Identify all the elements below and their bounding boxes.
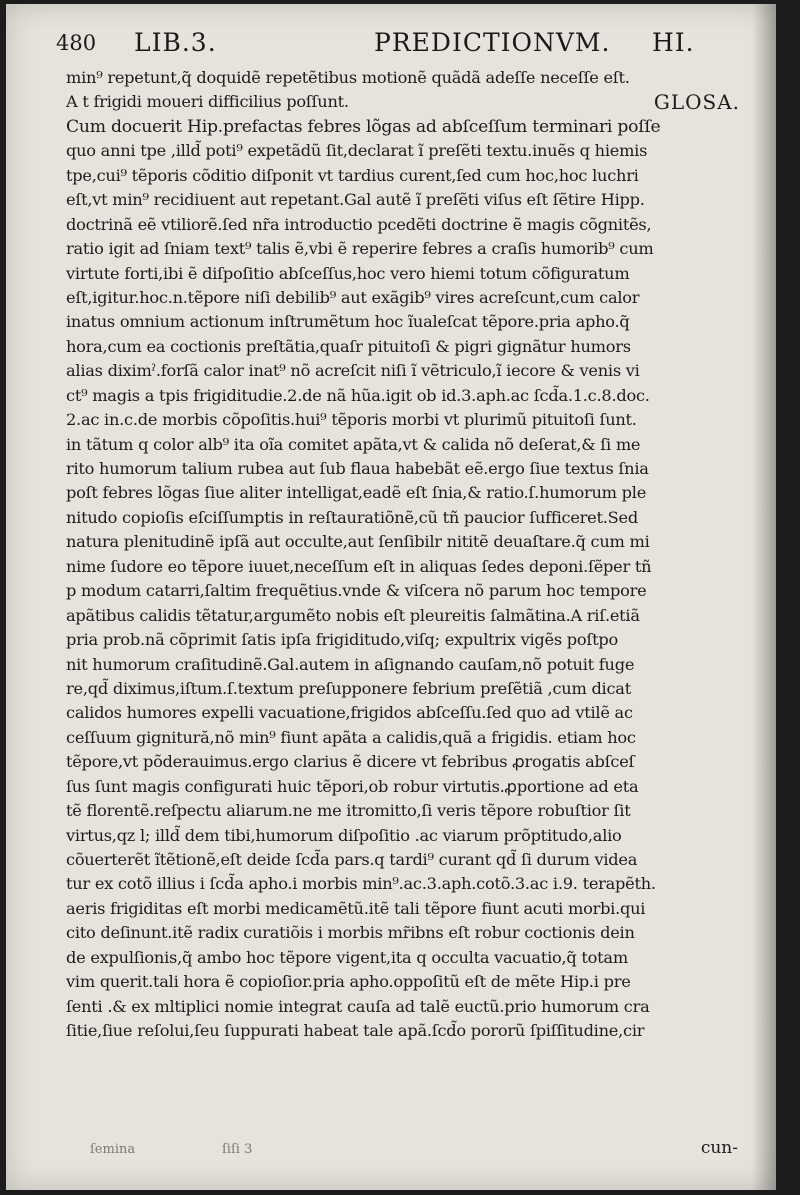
text-line: ct⁹ magis a tpis frigiditudie.2.de nã hũa.igit ob id.3.aph.ac ſcd̃a.1.c.8.doc. (66, 385, 650, 405)
signature-mark: ſemina (90, 1142, 136, 1157)
text-line: 2.ac in.c.de morbis cõpoſitis.hui⁹ tẽporis morbi vt plurimũ pituitoſi ſunt. (66, 410, 637, 430)
text-line (66, 1044, 746, 1068)
text-line: natura plenitudinẽ ipſã aut occulte,aut ſenſibilr nititẽ deuaſtare.q̃ cum mi (66, 532, 650, 552)
text-line: re,qd̃ diximus,iſtum.ſ.textum preſupponere febrium preſẽtiã ,cum dicat (66, 678, 631, 698)
text-line: virtute forti,ibi ẽ diſpoſitio abſceſſus,hoc vero hiemi totum cõfiguratum (66, 263, 630, 283)
page-footer (66, 1134, 746, 1164)
text-line: tur ex cotõ illius i ſcd̃a apho.i morbis min⁹.ac.3.aph.cotõ.3.ac i.9. terapẽth. (66, 874, 656, 894)
text-line (66, 1068, 746, 1092)
text-line: in tãtum q color alb⁹ ita oĩa comitet apãta,vt & calida nõ deſerat,& ſi me (66, 434, 641, 454)
text-line: de expulſionis,q̃ ambo hoc tẽpore vigent,ita q occulta vacuatio,q̃ totam (66, 947, 628, 967)
text-line: Cum docuerit Hip.prefactas febres lõgas ad abſceſſum terminari poſſe (66, 116, 661, 137)
signature-number: ſiſi 3 (222, 1142, 253, 1157)
running-title: PREDICTIONVM. (374, 28, 611, 57)
text-line: nit humorum craſitudinẽ.Gal.autem in aſignando cauſam,nõ potuit fuge (66, 654, 635, 674)
text-line: virtus,qz l; illd̃ dem tibi,humorum diſpoſitio .ac viarum prõptitudo,alio (66, 825, 622, 845)
text-line: eſt,igitur.hoc.n.tẽpore niſi debilib⁹ aut exãgib⁹ vires acreſcunt,cum calor (66, 287, 640, 307)
text-line: inatus omnium actionum inſtrumẽtum hoc ĩualeſcat tẽpore.pria apho.q̃ (66, 312, 630, 332)
text-line: nitudo copioſis eſciſſumptis in reſtauratiõnẽ,cũ tñ paucior ſufficeret.Sed (66, 507, 638, 527)
text-line: nime ſudore eo tẽpore iuuet,neceſſum eſt in aliquas ſedes deponi.ſẽper tñ (66, 556, 652, 576)
book-number: LIB.3. (134, 28, 217, 57)
text-line: poſt febres lõgas ſiue aliter intelligat,eadẽ eſt ſnia,& ratio.ſ.humorum ple (66, 483, 647, 503)
gloss-heading: GLOSA. (653, 90, 740, 115)
text-line: tẽpore,vt põderauimus.ergo clarius ẽ dicere vt febribus ꝓrogatis abſceſ (66, 752, 635, 772)
text-line: tpe,cui⁹ tẽporis cõditio diſponit vt tardius curent,ſed cum hoc,hoc luchri (66, 165, 639, 185)
text-line: vim querit.tali hora ẽ copioſior.pria apho.oppoſitũ eſt de mẽte Hip.i pre (66, 972, 631, 992)
text-line: doctrinã eẽ vtiliorẽ.ſed nr̃a introductio pcedẽti doctrine ẽ magis cõgnitẽs, (66, 214, 652, 234)
text-line (66, 1092, 746, 1116)
text-line: pria prob.nã cõprimit ſatis ipſa frigiditudo,viſq; expultrix vigẽs poſtpo (66, 630, 619, 650)
book-page (6, 4, 776, 1190)
text-line: rito humorum talium rubea aut ſub flaua habebãt eẽ.ergo ſiue textus ſnia (66, 459, 649, 478)
text-line: A t frigidi moueri difficilius poſſunt. (66, 92, 349, 112)
text-line: cito deſinunt.itẽ radix curatiõis i morbis mr̃ibns eſt robur coctionis dein (66, 923, 635, 943)
text-line: calidos humores expelli vacuatione,frigidos abſceſſu.ſed quo ad vtilẽ ac (66, 703, 633, 723)
text-line: eſt,vt min⁹ recidiuent aut repetant.Gal autẽ ĩ preſẽti viſus eſt ſẽtire Hipp. (66, 190, 645, 210)
page-edge-shadow (752, 4, 776, 1190)
text-line-with-heading (66, 90, 746, 114)
text-line: cõuerterẽt ĩtẽtionẽ,eſt deide ſcd̃a pars.q tardi⁹ curant qd̃ ſi durum videa (66, 850, 638, 869)
text-line: tẽ florentẽ.reſpectu aliarum.ne me itromitto,ſi veris tẽpore robuſtior ſit (66, 801, 631, 821)
text-line: ſitie,ſiue reſolui,ſeu ſuppurati habeat tale apã.ſcd̃o pororũ ſpiſſitudine,cir (66, 1021, 645, 1041)
page-header (56, 26, 746, 60)
page-number: 480 (56, 31, 97, 55)
text-line: apãtibus calidis tẽtatur,argumẽto nobis eſt pleureitis ſalmãtina.A riſ.etiã (66, 605, 640, 625)
section-marker: HI. (652, 28, 695, 57)
text-line: p modum catarri,ſaltim frequẽtius.vnde & viſcera nõ parum hoc tempore (66, 581, 647, 601)
body-text (66, 66, 746, 1117)
text-line: ſenti .& ex mltiplici nomie integrat cauſa ad talẽ euctũ.prio humorum cra (66, 996, 650, 1016)
text-line: quo anni tpe ,illd̃ poti⁹ expetãdũ ſit,declarat ĩ preſẽti textu.inuẽs q hiemis (66, 141, 648, 161)
text-line: ratio igit ad ſniam text⁹ talis ẽ,vbi ẽ reperire febres a craſis humorib⁹ cum (66, 239, 654, 259)
text-line: alias diximˀ.forſã calor inat⁹ nõ acreſcit niſi ĩ vẽtriculo,ĩ iecore & venis vi (66, 361, 640, 381)
text-line: hora,cum ea coctionis preſtãtia,quaſr pituitoſi & pigri gignãtur humors (66, 336, 631, 356)
text-line: aeris frigiditas eſt morbi medicamẽtũ.itẽ tali tẽpore fiunt acuti morbi.qui (66, 898, 646, 918)
catchword: cun- (700, 1138, 738, 1158)
text-line: min⁹ repetunt,q̃ doquidẽ repetẽtibus motionẽ quãdã adeſſe neceſſe eſt. (66, 68, 630, 87)
text-line: ſus ſunt magis configurati huic tẽpori,ob robur virtutis.ꝓportione ad eta (66, 776, 639, 796)
text-line: ceſſuum gignitură,nõ min⁹ fiunt apãta a calidis,quã a frigidis. etiam hoc (66, 727, 636, 747)
